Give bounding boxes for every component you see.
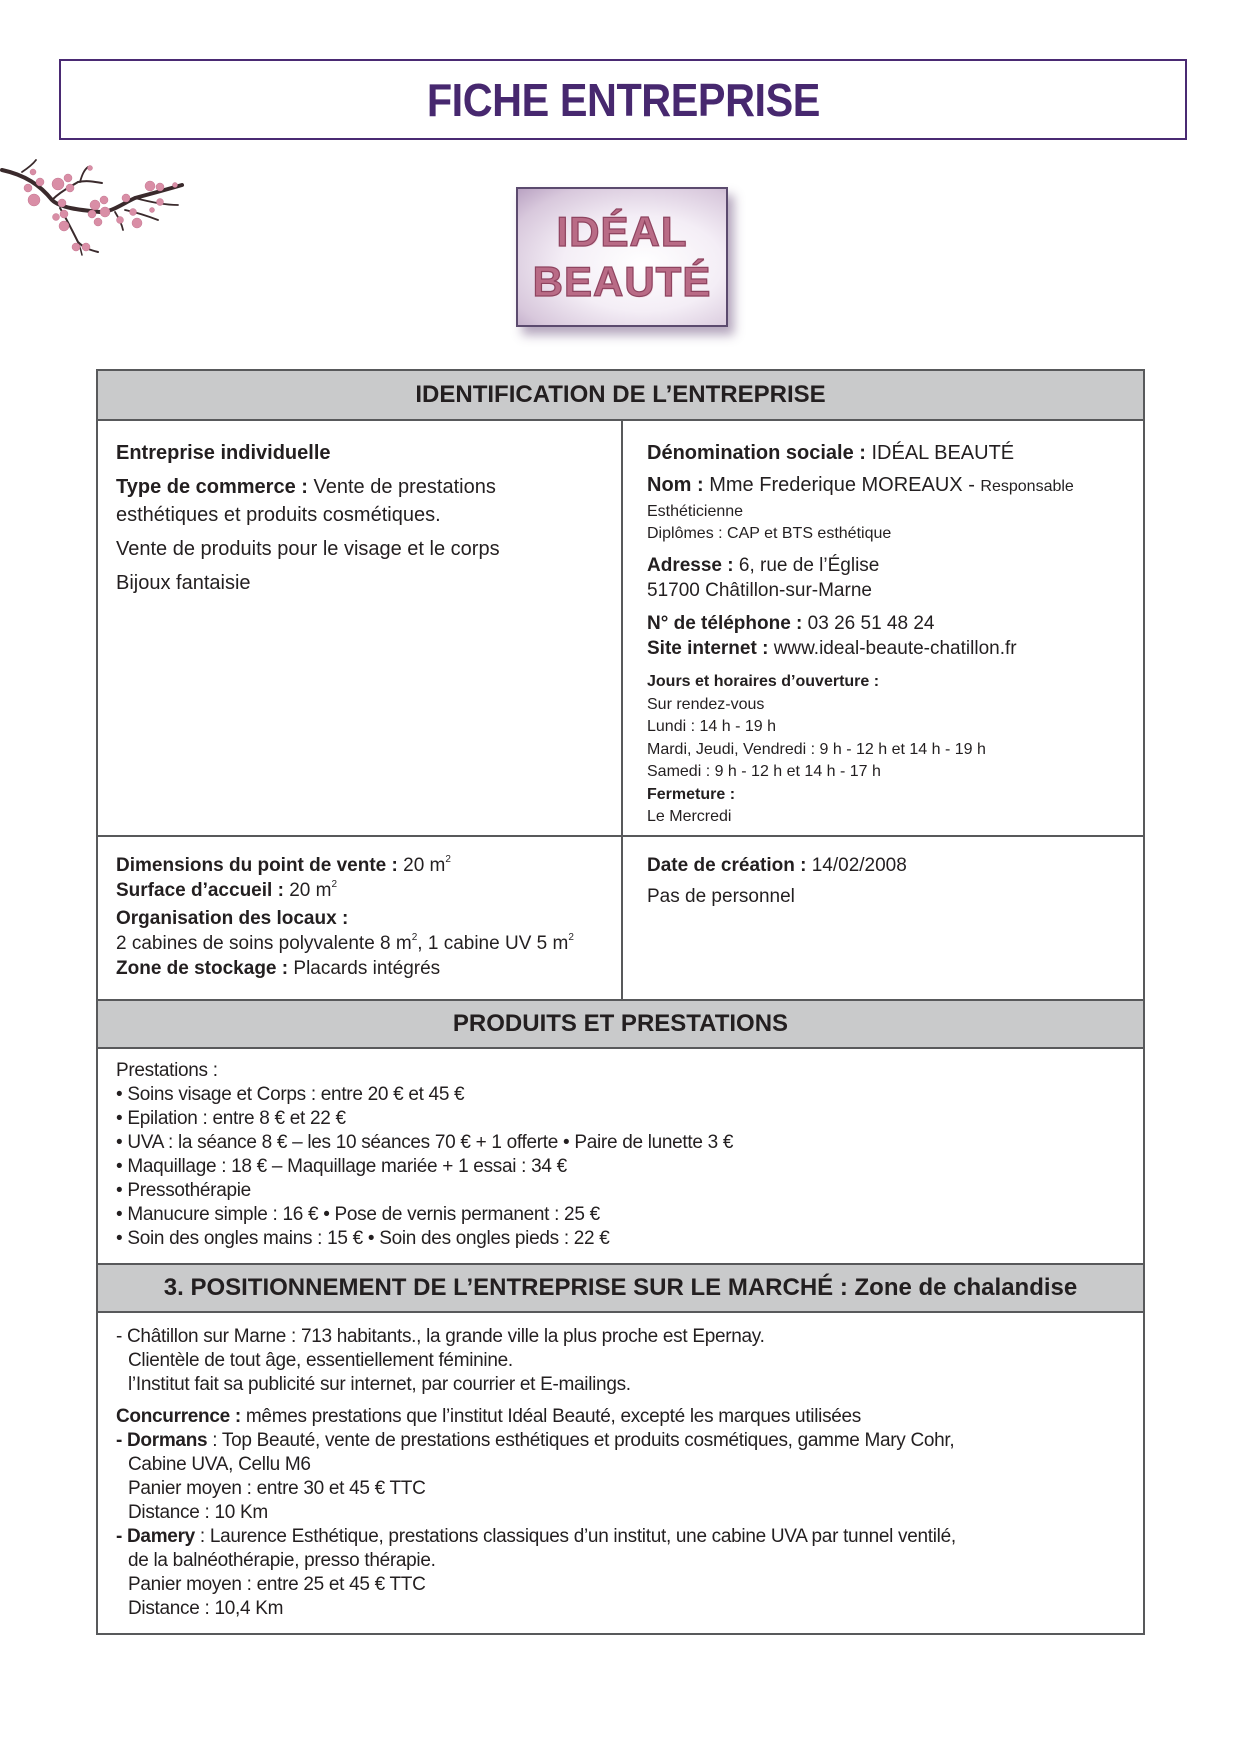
service-item: • UVA : la séance 8 € – les 10 séances 70 € + 1 offerte • Paire de lunette 3 € — [116, 1132, 734, 1153]
closing-label: Fermeture : — [647, 785, 736, 803]
service-item: • Soin des ongles mains : 15 € • Soin des ongles pieds : 22 € — [116, 1228, 610, 1249]
creation-date-value: 14/02/2008 — [811, 855, 907, 876]
staff-info: Pas de personnel — [647, 886, 795, 907]
competitor-damery: - Damery : Laurence Esthétique, prestations classiques d’un institut, une cabine UVA par tunnel ventilé, — [116, 1526, 956, 1547]
service-item: • Maquillage : 18 € – Maquillage mariée + 1 essai : 34 € — [116, 1156, 567, 1177]
competitor-town: Damery — [127, 1526, 195, 1547]
creation-date — [647, 853, 1123, 878]
competitor-desc-cont: Cabine UVA, Cellu M6 — [128, 1454, 311, 1475]
page-title-box — [59, 59, 1187, 140]
competitor-distance: Distance : 10,4 Km — [128, 1598, 284, 1619]
diplomas: Diplômes : CAP et BTS esthétique — [647, 525, 892, 542]
market-positioning-section — [98, 1313, 1143, 1633]
section-heading-positionnement: 3. POSITIONNEMENT DE L’ENTREPRISE SUR LE MARCHÉ : Zone de chalandise — [98, 1263, 1143, 1313]
logo-line-1: IDÉAL — [556, 208, 688, 255]
sales-area-label: Dimensions du point de vente : — [116, 855, 398, 876]
storage-zone — [116, 956, 603, 981]
owner-name — [647, 473, 1123, 523]
opening-hours-label: Jours et horaires d’ouverture : — [647, 673, 880, 690]
competitor-desc: : Laurence Esthétique, prestations classiques d’un institut, une cabine UVA par tunnel ventilé, — [194, 1526, 956, 1547]
competitor-distance: Distance : 10 Km — [128, 1502, 268, 1523]
address-line-2: 51700 Châtillon-sur-Marne — [647, 580, 872, 601]
storage-zone-value: Placards intégrés — [293, 958, 441, 979]
competition-value: mêmes prestations que l’institut Idéal Beauté, excepté les marques utilisées — [245, 1406, 861, 1427]
competitor-desc-cont: de la balnéothérapie, presso thérapie. — [128, 1550, 436, 1571]
owner-name-label: Nom : — [647, 474, 704, 496]
catchment-line: l’Institut fait sa publicité sur internet, par courrier et E-mailings. — [128, 1374, 631, 1395]
reception-area-label: Surface d’accueil : — [116, 880, 284, 901]
phone-label: N° de téléphone : — [647, 613, 803, 634]
competition-summary — [116, 1405, 1125, 1429]
catchment-line: Clientèle de tout âge, essentiellement féminine. — [128, 1350, 513, 1371]
closing-day: Le Mercredi — [647, 808, 732, 825]
commerce-type-label: Type de commerce : — [116, 476, 308, 498]
catchment-line: - Châtillon sur Marne : 713 habitants., la grande ville la plus proche est Epernay. — [116, 1326, 765, 1347]
commerce-type-value: Vente de prestations esthétiques et produits cosmétiques. — [116, 476, 496, 526]
section-heading-identification: IDENTIFICATION DE L’ENTREPRISE — [98, 371, 1143, 421]
product-line-visage: Vente de produits pour le visage et le corps — [116, 538, 500, 560]
address — [647, 553, 1123, 578]
creation-date-label: Date de création : — [647, 855, 807, 876]
denomination-label: Dénomination sociale : — [647, 442, 866, 464]
website — [647, 636, 1123, 661]
service-item: • Soins visage et Corps : entre 20 € et 45 € — [116, 1084, 465, 1105]
identification-row-2 — [98, 837, 1143, 999]
address-line-1: 6, rue de l’Église — [738, 555, 880, 576]
denomination — [647, 439, 1123, 467]
sales-area-value: 20 m — [403, 855, 446, 876]
service-item: • Epilation : entre 8 € et 22 € — [116, 1108, 346, 1129]
identification-row-1 — [98, 421, 1143, 837]
company-sheet-table — [96, 369, 1145, 1635]
website-label: Site internet : — [647, 638, 769, 659]
phone — [647, 611, 1123, 636]
sales-area: Dimensions du point de vente : 20 $m^2$ — [116, 854, 451, 876]
storage-zone-label: Zone de stockage : — [116, 958, 289, 979]
legal-status: Entreprise individuelle — [116, 442, 331, 464]
cherry-blossom-branch-icon — [0, 150, 190, 260]
premises-organisation-label: Organisation des locaux : — [116, 908, 349, 929]
section-heading-produits: PRODUITS ET PRESTATIONS — [98, 999, 1143, 1049]
address-label: Adresse : — [647, 555, 734, 576]
products-section — [98, 1049, 1143, 1263]
competition-label: Concurrence : — [116, 1406, 241, 1427]
competitor-town: Dormans — [127, 1430, 208, 1451]
phone-value: 03 26 51 48 24 — [807, 613, 935, 634]
premises-organisation-value: 2 cabines de soins polyvalente 8 $m^2$, 1 cabine UV 5 $m^2$ — [116, 932, 574, 954]
reception-area: Surface d’accueil : 20 $m^2$ — [116, 879, 337, 901]
product-line-bijoux: Bijoux fantaisie — [116, 572, 251, 594]
service-item: • Manucure simple : 16 € • Pose de vernis permanent : 25 € — [116, 1204, 600, 1225]
competitor-basket: Panier moyen : entre 30 et 45 € TTC — [128, 1478, 426, 1499]
owner-role: Responsable Esthéticienne — [647, 478, 1074, 520]
premises-cell — [98, 837, 623, 999]
services-intro: Prestations : — [116, 1060, 218, 1081]
reception-area-value: 20 m — [289, 880, 332, 901]
opening-hours-line: Samedi : 9 h - 12 h et 14 h - 17 h — [647, 763, 881, 780]
opening-hours-line: Mardi, Jeudi, Vendredi : 9 h - 12 h et 14 h - 19 h — [647, 740, 986, 758]
logo-line-2: BEAUTÉ — [532, 258, 712, 305]
denomination-value: IDÉAL BEAUTÉ — [871, 442, 1015, 464]
opening-hours-line: Sur rendez-vous — [647, 695, 765, 713]
creation-cell — [623, 837, 1143, 999]
competitor-basket: Panier moyen : entre 25 et 45 € TTC — [128, 1574, 426, 1595]
identification-left-cell — [98, 421, 623, 835]
ideal-beaute-logo — [516, 187, 728, 327]
page-title: FICHE ENTREPRISE — [426, 73, 820, 126]
website-link[interactable]: www.ideal-beaute-chatillon.fr — [773, 638, 1017, 659]
competitor-desc: : Top Beauté, vente de prestations esthétiques et produits cosmétiques, gamme Mary Cohr, — [207, 1430, 955, 1451]
commerce-type — [116, 473, 603, 529]
competitor-dormans: - Dormans : Top Beauté, vente de prestations esthétiques et produits cosmétiques, gamme Mary Cohr, — [116, 1430, 955, 1451]
service-item: • Pressothérapie — [116, 1180, 251, 1201]
owner-name-value: Mme Frederique MOREAUX - — [709, 474, 975, 496]
opening-hours-line: Lundi : 14 h - 19 h — [647, 718, 776, 735]
identification-right-cell — [623, 421, 1143, 835]
